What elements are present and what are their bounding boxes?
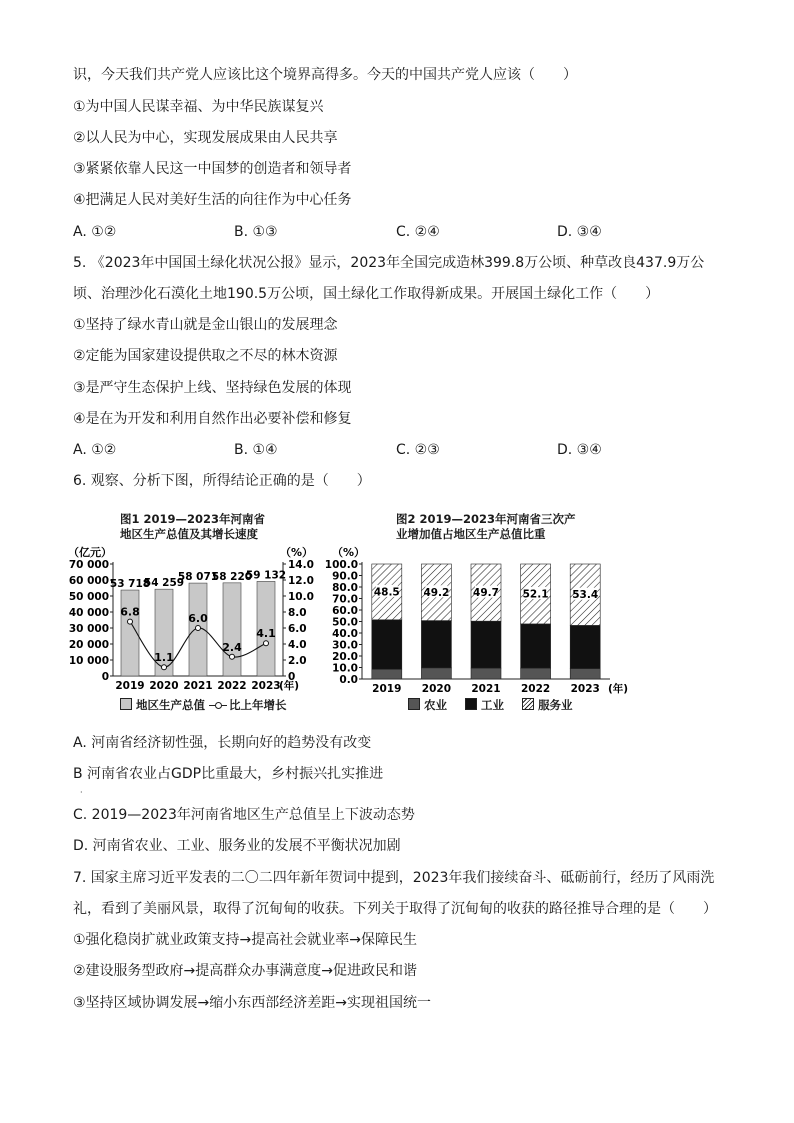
q4-statement-3: ③紧紧依靠人民这一中国梦的创造者和领导者 xyxy=(73,161,352,177)
figure-1-gdp-bar xyxy=(223,583,241,676)
q5-stem-line-2: 顷、治理沙化石漠化土地190.5万公顷，国土绿化工作取得新成果。开展国土绿化工作（ ） xyxy=(73,286,660,302)
figure-1-x-tick-label: 2020 xyxy=(149,680,179,692)
figure-1-growth-label: 2.4 xyxy=(222,640,242,654)
q7-statement-3: ③坚持区域协调发展→缩小东西部经济差距→实现祖国统一 xyxy=(73,995,432,1011)
figure-2-title-line-1: 图2 2019—2023年河南省三次产 xyxy=(396,512,576,526)
figure-1-left-tick-label: 0 xyxy=(101,671,109,683)
q7-statement-2: ②建设服务型政府→提高群众办事满意度→促进政民和谐 xyxy=(73,963,418,979)
figure-2-legend xyxy=(408,697,573,713)
q6-stem: 6. 观察、分析下图，所得结论正确的是（ ） xyxy=(73,473,371,489)
figure-1-right-tick-label: 2.0 xyxy=(288,655,307,667)
figure-2-industry-segment xyxy=(570,625,600,668)
figure-1-left-tick-label: 50 000 xyxy=(68,591,109,603)
legend-gdp-label: 地区生产总值 xyxy=(136,698,205,712)
figure-2-y-tick-label: 60.0 xyxy=(332,605,358,617)
figure-2-agriculture-segment xyxy=(471,668,501,679)
figure-1-growth-point xyxy=(196,626,201,631)
figure-2-industry-segment xyxy=(521,624,551,668)
figure-2-service-label: 49.7 xyxy=(473,587,499,600)
figure-2-service-label: 49.2 xyxy=(423,586,450,599)
figure-1-left-tick-label: 10 000 xyxy=(68,655,109,667)
figure-2-service-label: 53.4 xyxy=(572,589,599,602)
figure-2-unit: （%） xyxy=(332,546,366,559)
figure-1-right-tick-label: 0 xyxy=(288,671,296,683)
q5-statement-2: ②定能为国家建设提供取之不尽的林木资源 xyxy=(73,348,338,364)
figure-2-agriculture-segment xyxy=(570,669,600,679)
figure-1-legend xyxy=(120,697,287,713)
figure-1-title-line-2: 地区生产总值及其增长速度 xyxy=(120,527,258,541)
figure-2-y-tick-label: 90.0 xyxy=(332,570,358,583)
q4-option-a[interactable]: A. ①② xyxy=(73,224,117,240)
figure-1-left-unit: （亿元） xyxy=(68,546,112,559)
figure-1-gdp-label: 59 132 xyxy=(245,569,287,582)
figure-2-x-tick-label: 2023 xyxy=(570,683,600,695)
figure-2-y-tick-label: 40.0 xyxy=(332,628,358,640)
figure-2-industry-segment xyxy=(372,620,402,669)
figure-1-growth-point xyxy=(128,619,133,624)
figure-1-gdp-label: 58 220 xyxy=(211,570,253,583)
q4-stem-continuation: 识，今天我们共产党人应该比这个境界高得多。今天的中国共产党人应该（ ） xyxy=(73,67,577,83)
figure-1-title-line-1: 图1 2019—2023年河南省 xyxy=(120,512,266,526)
q6-option-c[interactable]: C. 2019—2023年河南省地区生产总值呈上下波动态势 xyxy=(73,807,415,823)
q6-option-a[interactable]: A. 河南省经济韧性强，长期向好的趋势没有改变 xyxy=(73,735,372,751)
q4-statement-2: ②以人民为中心，实现发展成果由人民共享 xyxy=(73,130,338,146)
legend-growth-line-icon xyxy=(209,701,227,709)
legend-agriculture-label: 农业 xyxy=(424,698,447,712)
stray-dot: · xyxy=(80,788,83,797)
figure-2-x-tick-label: 2020 xyxy=(421,683,452,695)
figure-2-x-tick-label: 2019 xyxy=(372,683,402,695)
q5-statement-1: ①坚持了绿水青山就是金山银山的发展理念 xyxy=(73,317,338,333)
figure-1-left-tick-label: 30 000 xyxy=(68,623,109,635)
q5-statement-3: ③是严守生态保护上线、坚持绿色发展的体现 xyxy=(73,380,352,396)
figure-2-y-tick-label: 30.0 xyxy=(332,639,358,652)
figure-1-right-tick-label: 12.0 xyxy=(288,575,314,587)
figure-2-industry-segment xyxy=(421,621,451,668)
q4-option-b[interactable]: B. ①③ xyxy=(234,224,278,240)
q6-option-b[interactable]: B 河南省农业占GDP比重最大，乡村振兴扎实推进 xyxy=(73,766,384,782)
figure-1-svg xyxy=(68,512,318,717)
figure-2-svg xyxy=(324,512,630,717)
figure-1-gdp-label: 54 259 xyxy=(143,577,185,590)
q4-option-d[interactable]: D. ③④ xyxy=(557,224,602,240)
figure-1-growth-point xyxy=(230,654,235,659)
figure-1-x-tick-label: 2021 xyxy=(183,680,213,692)
figure-1-right-tick-label: 8.0 xyxy=(288,607,307,619)
legend-service-swatch xyxy=(522,698,534,710)
q5-option-a[interactable]: A. ①② xyxy=(73,442,117,458)
figure-2-service-label: 52.1 xyxy=(522,588,549,601)
figure-1-growth-label: 4.1 xyxy=(256,627,276,641)
figure-2-service-label: 48.5 xyxy=(373,586,400,599)
figure-1-left-tick-label: 60 000 xyxy=(68,575,109,587)
q5-option-c[interactable]: C. ②③ xyxy=(396,442,440,458)
figure-1-right-tick-label: 4.0 xyxy=(288,639,307,651)
figure-1-right-unit: （%） xyxy=(280,546,314,559)
figure-2-y-tick-label: 50.0 xyxy=(332,616,358,629)
q5-option-b[interactable]: B. ①④ xyxy=(234,442,278,458)
figure-1-right-tick-label: 6.0 xyxy=(288,623,307,635)
figure-2-y-tick-label: 70.0 xyxy=(332,593,358,606)
figure-2-y-tick-label: 0.0 xyxy=(339,674,358,686)
q7-stem-line-1: 7. 国家主席习近平发表的二〇二四年新年贺词中提到，2023年我们接续奋斗、砥砺前行，经历了风雨洗 xyxy=(73,870,715,886)
figure-1-left-tick-label: 20 000 xyxy=(68,639,109,651)
figure-2-x-suffix: (年) xyxy=(608,683,629,695)
figure-1-x-tick-label: 2022 xyxy=(217,680,247,692)
figure-1-chart xyxy=(68,512,318,717)
legend-gdp-swatch xyxy=(120,698,132,710)
figure-2-agriculture-segment xyxy=(521,668,551,679)
figure-2-y-tick-label: 100.0 xyxy=(324,559,358,571)
q4-statement-4: ④把满足人民对美好生活的向往作为中心任务 xyxy=(73,192,352,208)
q7-statement-1: ①强化稳岗扩就业政策支持→提高社会就业率→保障民生 xyxy=(73,932,418,948)
figure-2-industry-segment xyxy=(471,621,501,668)
figure-2-x-tick-label: 2021 xyxy=(471,683,501,695)
q5-stem-line-1: 5. 《2023年中国国土绿化状况公报》显示，2023年全国完成造林399.8万公顷、种草改良437.9万公 xyxy=(73,255,705,271)
q5-option-d[interactable]: D. ③④ xyxy=(557,442,602,458)
figure-1-x-suffix: (年) xyxy=(279,680,300,692)
figure-1-growth-label: 6.0 xyxy=(188,612,208,625)
figure-2-y-tick-label: 20.0 xyxy=(332,651,358,663)
figure-2-title-line-2: 业增加值占地区生产总值比重 xyxy=(396,527,546,541)
figure-1-growth-point xyxy=(264,641,269,646)
legend-service-label: 服务业 xyxy=(538,698,573,712)
q5-statement-4: ④是在为开发和利用自然作出必要补偿和修复 xyxy=(73,411,352,427)
legend-agriculture-swatch xyxy=(408,698,420,710)
figure-1-right-tick-label: 10.0 xyxy=(288,591,314,603)
figure-2-x-tick-label: 2022 xyxy=(520,683,551,695)
figure-1-left-tick-label: 40 000 xyxy=(68,607,109,619)
figure-1-gdp-label: 53 718 xyxy=(109,578,151,591)
figure-2-chart xyxy=(324,512,630,717)
q4-option-c[interactable]: C. ②④ xyxy=(396,224,440,240)
legend-industry-swatch xyxy=(465,698,477,710)
figure-1-right-tick-label: 14.0 xyxy=(288,559,314,571)
legend-growth-label: 比上年增长 xyxy=(229,698,287,712)
figure-1-x-tick-label: 2023 xyxy=(251,680,281,692)
q7-stem-line-2: 礼，看到了美丽风景，取得了沉甸甸的收获。下列关于取得了沉甸甸的收获的路径推导合理的是（ ） xyxy=(73,901,717,917)
figure-1-growth-label: 6.8 xyxy=(120,605,140,619)
figure-1-x-tick-label: 2019 xyxy=(115,680,145,692)
figure-1-gdp-label: 58 071 xyxy=(177,571,219,584)
figure-2-y-tick-label: 80.0 xyxy=(332,582,358,594)
figure-1-left-tick-label: 70 000 xyxy=(68,559,109,571)
figure-1-growth-point xyxy=(162,665,167,670)
figure-2-y-tick-label: 10.0 xyxy=(332,662,358,675)
figure-2-agriculture-segment xyxy=(372,669,402,679)
figure-1-growth-label: 1.1 xyxy=(154,651,174,665)
figure-2-agriculture-segment xyxy=(421,668,451,679)
legend-industry-label: 工业 xyxy=(481,698,505,712)
q6-option-d[interactable]: D. 河南省农业、工业、服务业的发展不平衡状况加剧 xyxy=(73,838,401,854)
q4-statement-1: ①为中国人民谋幸福、为中华民族谋复兴 xyxy=(73,99,324,115)
